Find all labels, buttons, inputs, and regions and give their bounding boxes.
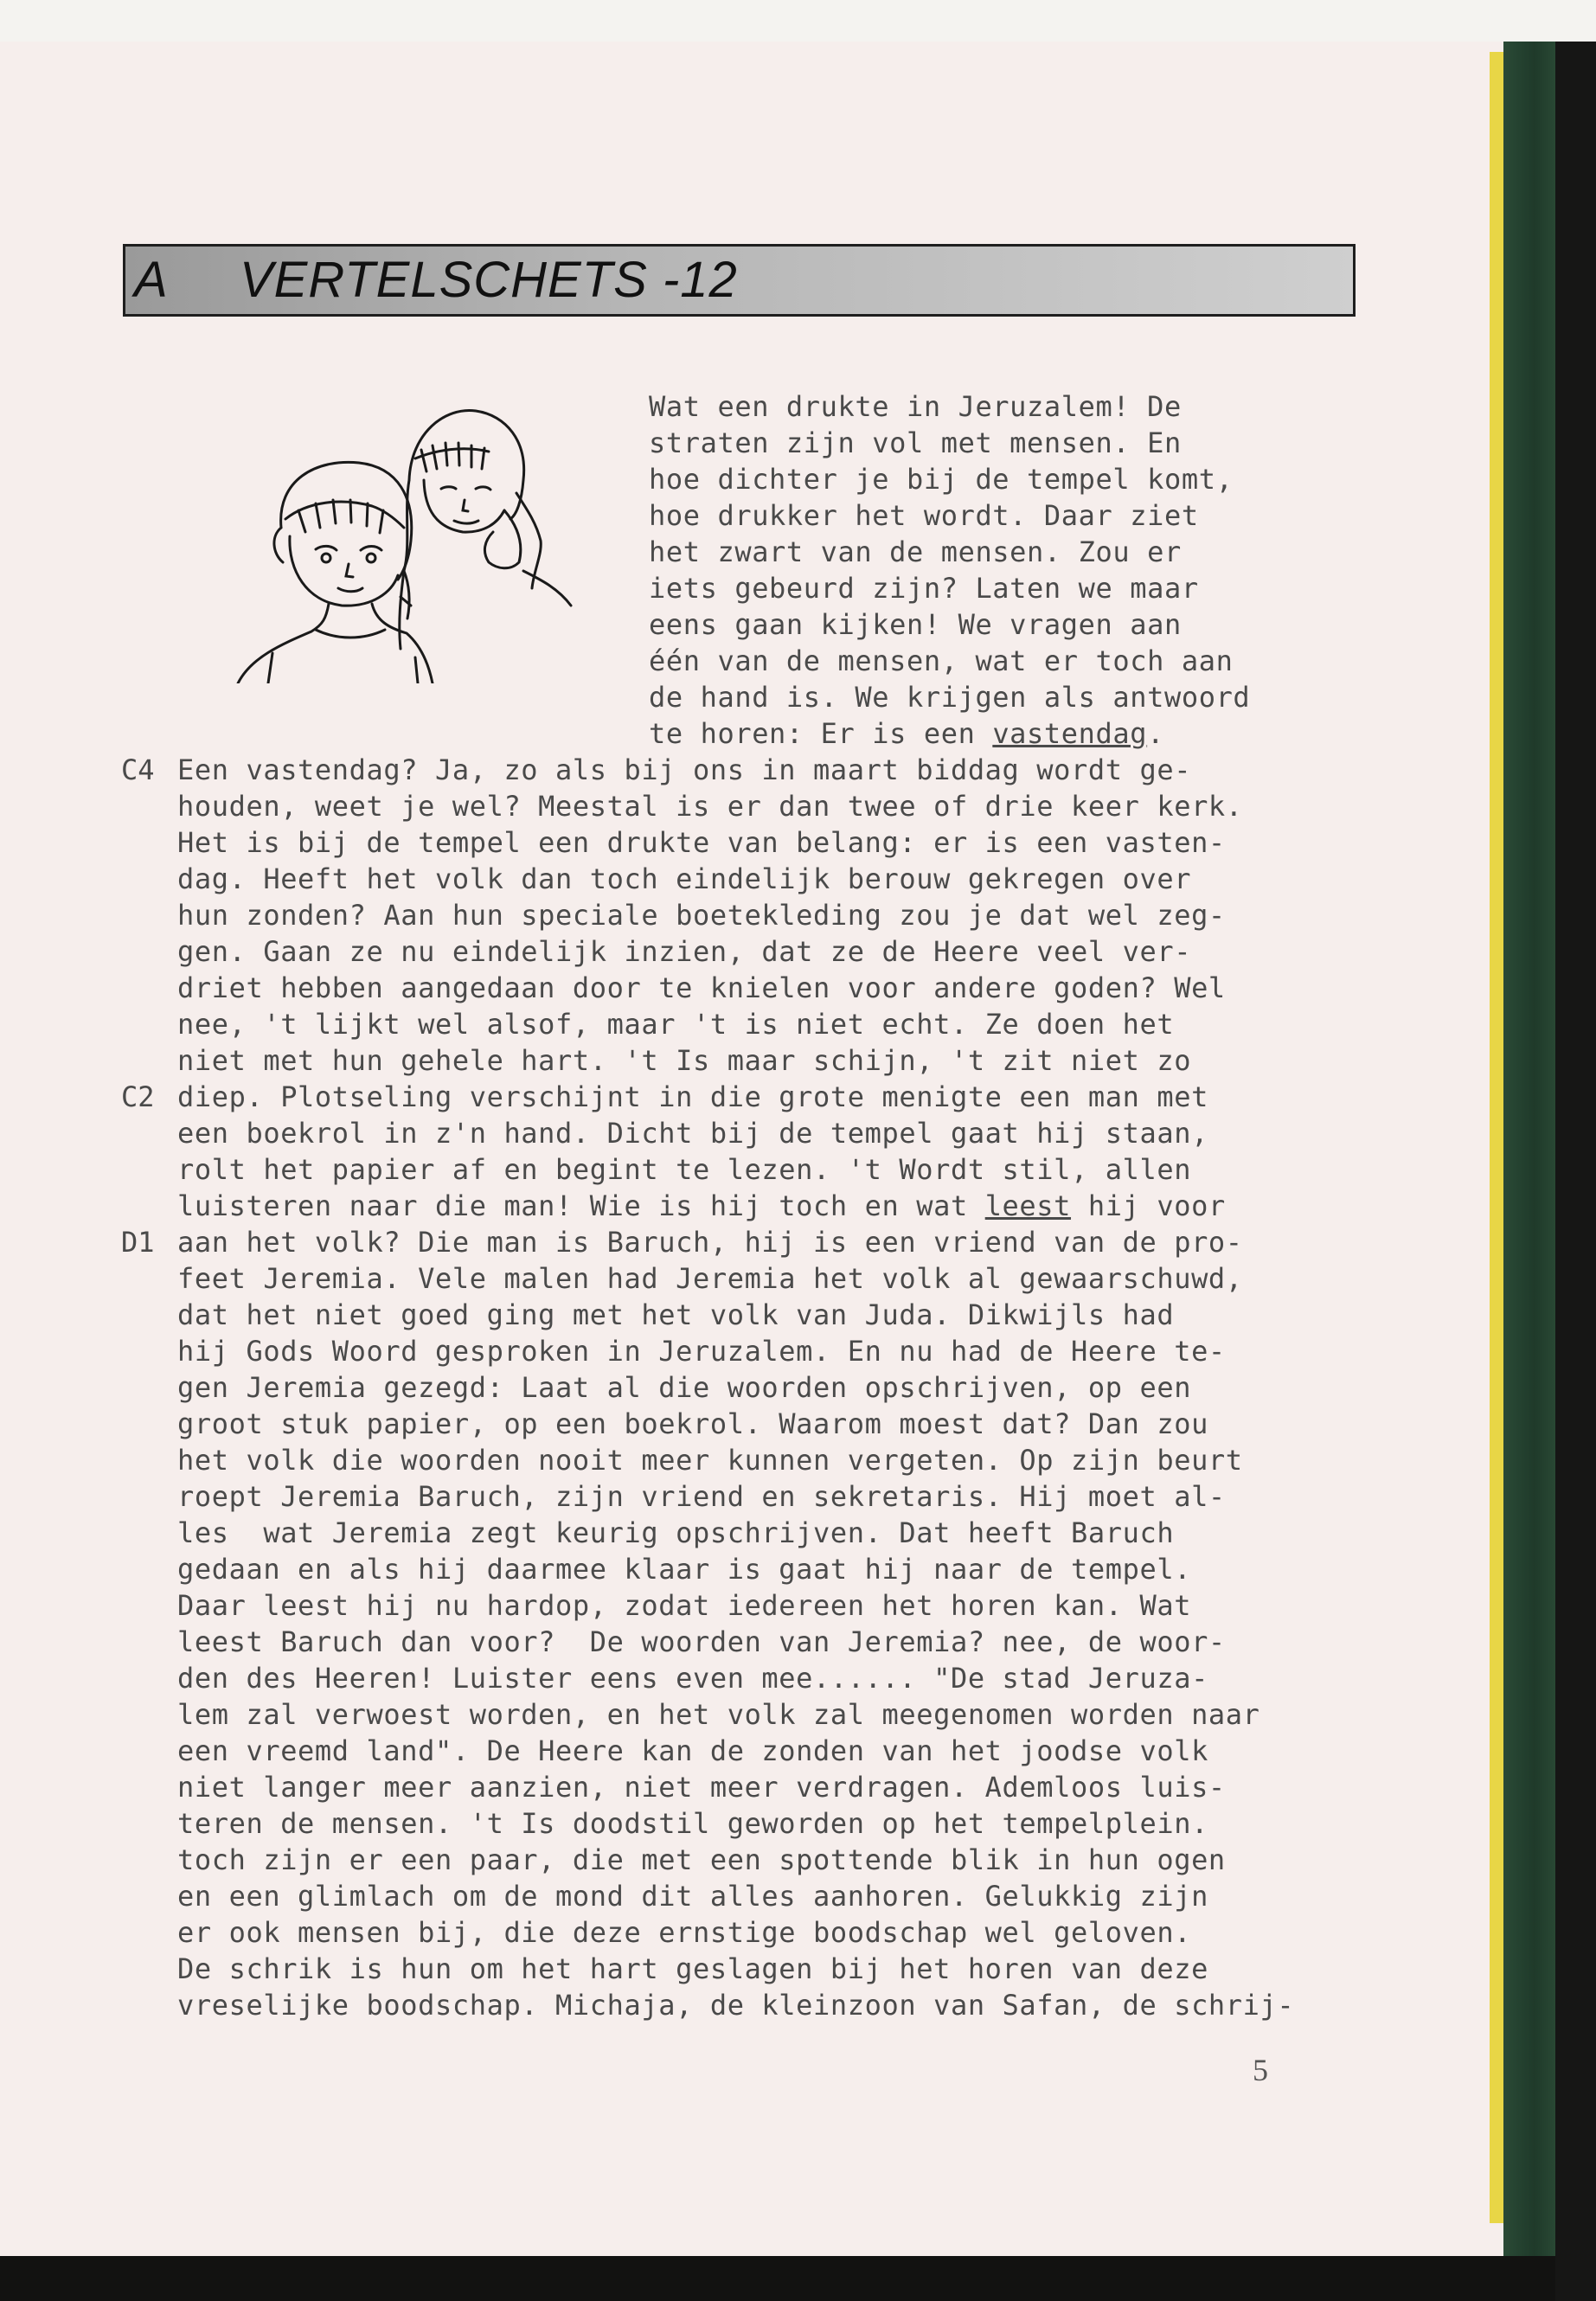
intro-text: te horen: Er is een — [649, 717, 993, 750]
intro-line: hoe drukker het wordt. Daar ziet — [649, 499, 1199, 532]
body-line: Een vastendag? Ja, zo als bij ons in maart biddag wordt ge- — [177, 753, 1192, 786]
body-line: niet met hun gehele hart. 't Is maar schijn, 't zit niet zo — [177, 1044, 1192, 1077]
body-line: feet Jeremia. Vele malen had Jeremia het volk al gewaarschuwd, — [177, 1262, 1243, 1295]
intro-line: straten zijn vol met mensen. En — [649, 426, 1182, 459]
body-line: dat het niet goed ging met het volk van Juda. Dikwijls had — [177, 1298, 1175, 1331]
book-cover-edge-yellow — [1490, 52, 1503, 2223]
body-line: les wat Jeremia zegt keurig opschrijven. Dat heeft Baruch — [177, 1516, 1175, 1549]
body-line: hun zonden? Aan hun speciale boetekleding zou je dat wel zeg- — [177, 899, 1226, 932]
page-top-edge — [0, 0, 1596, 42]
intro-line: Wat een drukte in Jeruzalem! De — [649, 390, 1182, 423]
intro-line-last — [649, 715, 1164, 752]
margin-label-c4: C4 — [121, 753, 155, 786]
body-line: vreselijke boodschap. Michaja, de kleinzoon van Safan, de schrij- — [177, 1989, 1295, 2022]
body-line: groot stuk papier, op een boekrol. Waarom moest dat? Dan zou — [177, 1407, 1208, 1440]
body-line: een vreemd land". De Heere kan de zonden van het joodse volk — [177, 1734, 1208, 1767]
body-text: luisteren naar die man! Wie is hij toch en wat — [177, 1189, 985, 1222]
book-spine-green — [1503, 42, 1555, 2265]
section-heading — [123, 244, 1356, 317]
body-line: den des Heeren! Luister eens even mee...... "De stad Jeruza- — [177, 1662, 1208, 1695]
intro-line: iets gebeurd zijn? Laten we maar — [649, 572, 1199, 605]
body-line: er ook mensen bij, die deze ernstige boodschap wel geloven. — [177, 1916, 1192, 1949]
body-line: en een glimlach om de mond dit alles aanhoren. Gelukkig zijn — [177, 1880, 1208, 1913]
heading-letter: A — [134, 252, 168, 308]
intro-line: hoe dichter je bij de tempel komt, — [649, 463, 1234, 496]
underlined-word: vastendag — [992, 717, 1148, 750]
body-line: gen Jeremia gezegd: Laat al die woorden opschrijven, op een — [177, 1371, 1192, 1404]
background-bottom — [0, 2256, 1555, 2301]
intro-line: eens gaan kijken! We vragen aan — [649, 608, 1182, 641]
body-line: hij Gods Woord gesproken in Jeruzalem. En nu had de Heere te- — [177, 1335, 1226, 1368]
body-line: teren de mensen. 't Is doodstil geworden op het tempelplein. — [177, 1807, 1208, 1840]
body-line: gedaan en als hij daarmee klaar is gaat hij naar de tempel. — [177, 1553, 1192, 1586]
body-line: Het is bij de tempel een drukte van belang: er is een vasten- — [177, 826, 1226, 859]
margin-label-d1: D1 — [121, 1226, 155, 1259]
body-text-end: hij voor — [1071, 1189, 1226, 1222]
intro-line: de hand is. We krijgen als antwoord — [649, 681, 1251, 714]
underlined-word: leest — [984, 1189, 1072, 1222]
body-line: aan het volk? Die man is Baruch, hij is een vriend van de pro- — [177, 1226, 1243, 1259]
body-line: dag. Heeft het volk dan toch eindelijk berouw gekregen over — [177, 862, 1192, 895]
page-number: 5 — [1253, 2053, 1268, 2087]
body-line: leest Baruch dan voor? De woorden van Jeremia? nee, de woor- — [177, 1625, 1226, 1658]
body-line: rolt het papier af en begint te lezen. 't Wordt stil, allen — [177, 1153, 1192, 1186]
body-line: Daar leest hij nu hardop, zodat iedereen het horen kan. Wat — [177, 1589, 1192, 1622]
body-line: gen. Gaan ze nu eindelijk inzien, dat ze de Heere veel ver- — [177, 935, 1192, 968]
intro-text-end: . — [1147, 717, 1164, 750]
heading-title: VERTELSCHETS -12 — [240, 252, 738, 308]
intro-line: het zwart van de mensen. Zou er — [649, 535, 1182, 568]
body-line: een boekrol in z'n hand. Dicht bij de tempel gaat hij staan, — [177, 1117, 1208, 1150]
body-line: roept Jeremia Baruch, zijn vriend en sekretaris. Hij moet al- — [177, 1480, 1226, 1513]
two-children-drawing-icon — [177, 398, 575, 683]
body-line-leest — [177, 1188, 1226, 1224]
body-line: De schrik is hun om het hart geslagen bij het horen van deze — [177, 1952, 1208, 1985]
body-line: nee, 't lijkt wel alsof, maar 't is niet echt. Ze doen het — [177, 1008, 1175, 1041]
body-line: houden, weet je wel? Meestal is er dan twee of drie keer kerk. — [177, 790, 1243, 823]
body-line: driet hebben aangedaan door te knielen voor andere goden? Wel — [177, 971, 1226, 1004]
body-line: toch zijn er een paar, die met een spottende blik in hun ogen — [177, 1843, 1226, 1876]
body-line: diep. Plotseling verschijnt in die grote menigte een man met — [177, 1080, 1208, 1113]
intro-line: één van de mensen, wat er toch aan — [649, 644, 1234, 677]
body-line: niet langer meer aanzien, niet meer verdragen. Ademloos luis- — [177, 1771, 1226, 1804]
background-right — [1555, 42, 1596, 2301]
body-line: lem zal verwoest worden, en het volk zal meegenomen worden naar — [177, 1698, 1260, 1731]
margin-label-c2: C2 — [121, 1080, 155, 1113]
body-line: het volk die woorden nooit meer kunnen vergeten. Op zijn beurt — [177, 1444, 1243, 1477]
